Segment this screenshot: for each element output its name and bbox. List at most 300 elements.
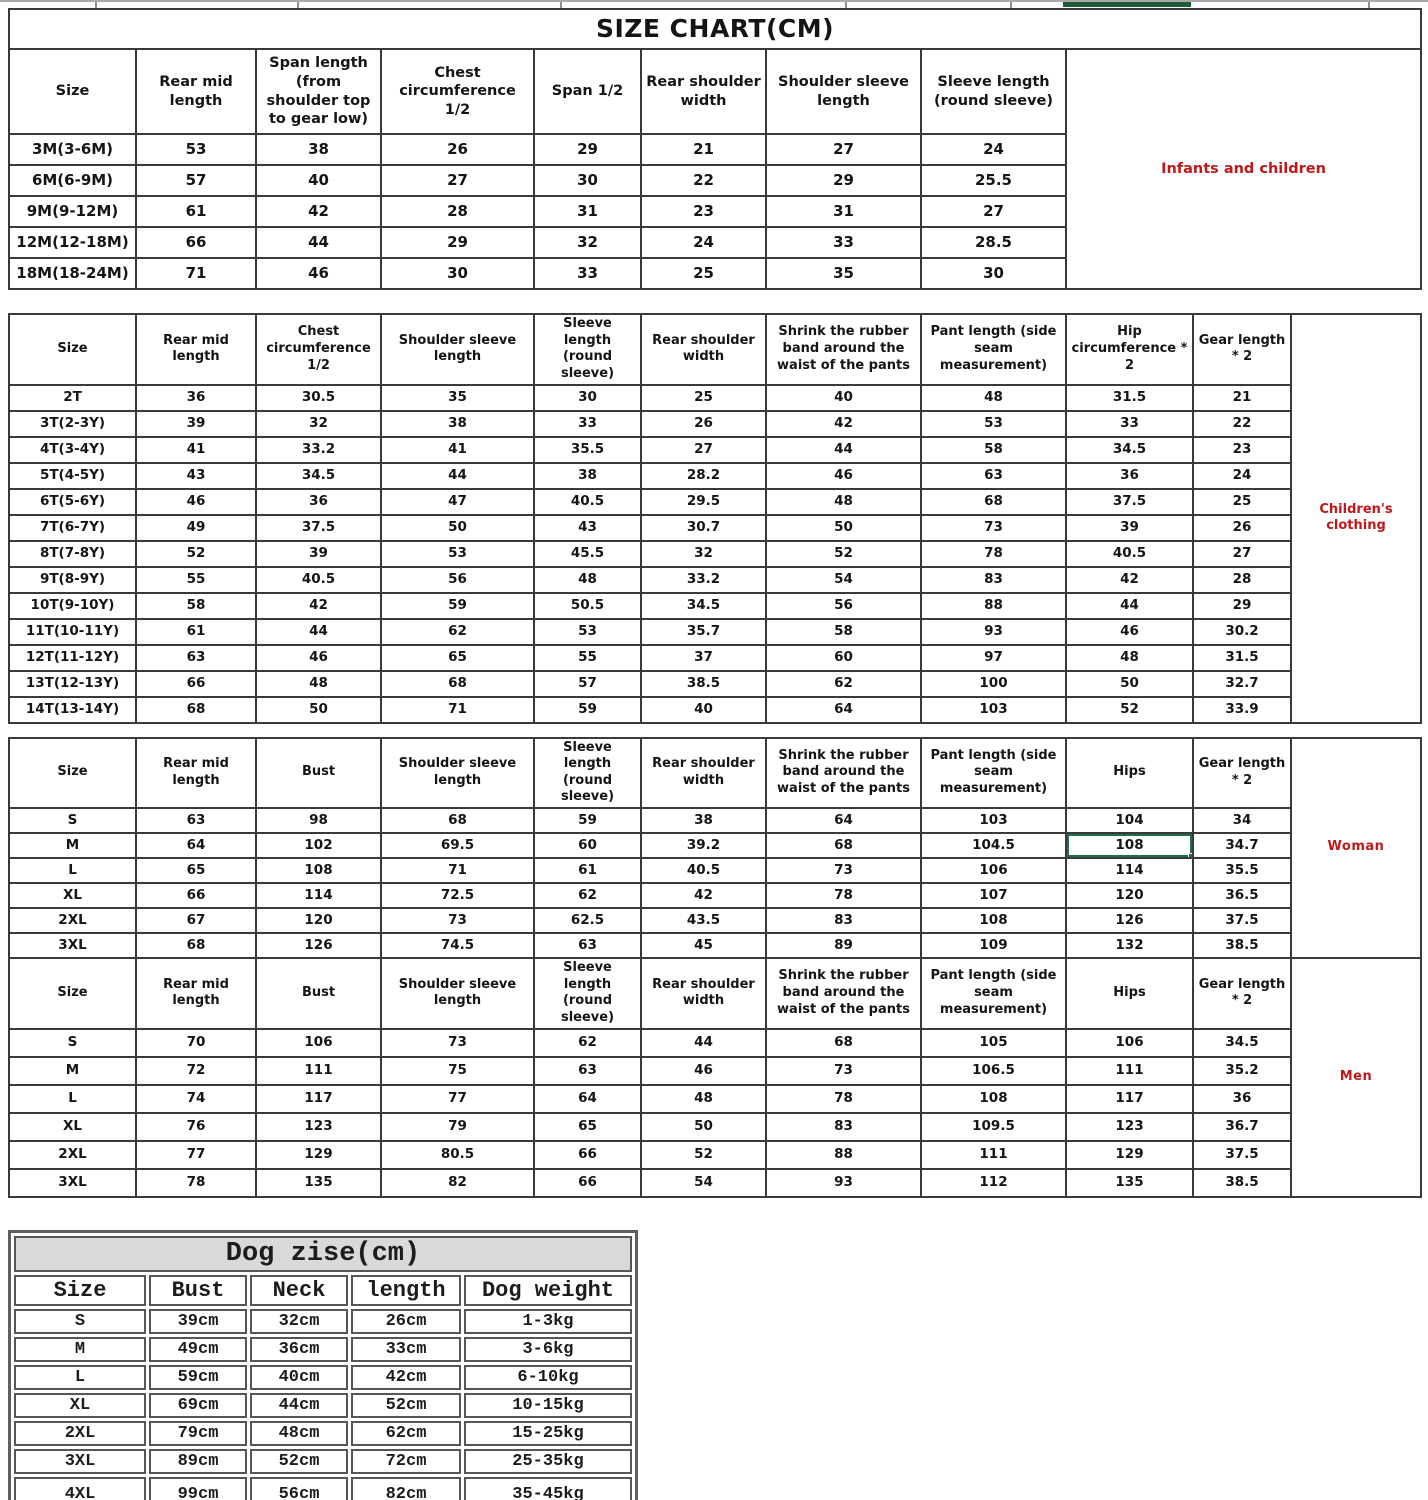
cell-value: 79 <box>381 1113 534 1141</box>
cell-value: 89cm <box>149 1449 247 1474</box>
cell-value: 60 <box>766 645 921 671</box>
cell-value: 117 <box>256 1085 381 1113</box>
column-header: Neck <box>250 1275 348 1306</box>
cell-value: 68 <box>766 1029 921 1057</box>
column-header: Bust <box>256 958 381 1029</box>
cell-value: 68 <box>921 489 1066 515</box>
cell-value: 42 <box>256 593 381 619</box>
cell-value: 73 <box>381 1029 534 1057</box>
cell-value: 62 <box>766 671 921 697</box>
cell-value: 26cm <box>351 1309 461 1334</box>
cell-value: 31 <box>766 196 921 227</box>
cell-value: 62.5 <box>534 908 641 933</box>
cell-value: 58 <box>921 437 1066 463</box>
cell-value: 27 <box>1193 541 1291 567</box>
cell-value: 53 <box>381 541 534 567</box>
cell-value: 120 <box>256 908 381 933</box>
cell-value: 62cm <box>351 1421 461 1446</box>
cell-value: 39 <box>136 411 256 437</box>
cell-value: 103 <box>921 697 1066 723</box>
cell-value: 66 <box>136 227 256 258</box>
cell-value: 43 <box>534 515 641 541</box>
cell-value: 27 <box>921 196 1066 227</box>
row-size: 2XL <box>14 1421 146 1446</box>
row-size: 10T(9-10Y) <box>9 593 136 619</box>
cell-value: 42 <box>1066 567 1193 593</box>
cell-value: 132 <box>1066 933 1193 958</box>
cell-value: 40cm <box>250 1365 348 1390</box>
cell-value: 106.5 <box>921 1057 1066 1085</box>
cell-value: 54 <box>766 567 921 593</box>
cell-value: 29 <box>381 227 534 258</box>
cell-value: 68 <box>381 808 534 833</box>
cell-value: 40.5 <box>641 858 766 883</box>
column-header: Hips <box>1066 958 1193 1029</box>
column-header: Pant length (side seam measurement) <box>921 314 1066 385</box>
column-header: Hip circumference * 2 <box>1066 314 1193 385</box>
cell-value: 26 <box>641 411 766 437</box>
cell-value: 59 <box>534 697 641 723</box>
cell-value: 72cm <box>351 1449 461 1474</box>
cell-value: 44 <box>381 463 534 489</box>
cell-value: 62 <box>534 883 641 908</box>
cell-value: 25 <box>641 385 766 411</box>
cell-value: 63 <box>921 463 1066 489</box>
column-header: Pant length (side seam measurement) <box>921 738 1066 809</box>
cell-value: 71 <box>381 697 534 723</box>
cell-value: 45 <box>641 933 766 958</box>
gridline-tick <box>297 2 299 8</box>
cell-value: 35.5 <box>534 437 641 463</box>
cell-value: 63 <box>534 933 641 958</box>
cell-value: 39.2 <box>641 833 766 858</box>
cell-value: 52cm <box>250 1449 348 1474</box>
cell-value: 64 <box>534 1085 641 1113</box>
cell-value: 33.9 <box>1193 697 1291 723</box>
cell-value: 26 <box>381 134 534 165</box>
cell-value: 97 <box>921 645 1066 671</box>
cell-value: 55 <box>534 645 641 671</box>
cell-value: 111 <box>921 1141 1066 1169</box>
cell-value: 135 <box>256 1169 381 1197</box>
cell-value: 25-35kg <box>464 1449 632 1474</box>
cell-value: 75 <box>381 1057 534 1085</box>
cell-value: 32 <box>641 541 766 567</box>
cell-value: 102 <box>256 833 381 858</box>
cell-value: 99cm <box>149 1477 247 1500</box>
cell-value: 64 <box>766 808 921 833</box>
cell-value: 32cm <box>250 1309 348 1334</box>
row-size: 2T <box>9 385 136 411</box>
cell-value: 106 <box>921 858 1066 883</box>
column-header: Sleeve length (round sleeve) <box>534 738 641 809</box>
cell-value: 28 <box>1193 567 1291 593</box>
column-header: Chest circumference 1/2 <box>256 314 381 385</box>
cell-value: 66 <box>534 1169 641 1197</box>
column-header: Sleeve length (round sleeve) <box>921 49 1066 134</box>
cell-value: 34.5 <box>256 463 381 489</box>
row-size: XL <box>9 883 136 908</box>
cell-value: 33.2 <box>641 567 766 593</box>
section-label-infants: Infants and children <box>1066 49 1421 289</box>
column-header: Bust <box>256 738 381 809</box>
column-header: Span length (from shoulder top to gear low) <box>256 49 381 134</box>
cell-value: 46 <box>256 258 381 289</box>
cell-value: 72 <box>136 1057 256 1085</box>
cell-value: 112 <box>921 1169 1066 1197</box>
column-header: Shoulder sleeve length <box>381 958 534 1029</box>
cell-value: 78 <box>766 883 921 908</box>
row-size: 6T(5-6Y) <box>9 489 136 515</box>
cell-value: 126 <box>256 933 381 958</box>
cell-value: 43 <box>136 463 256 489</box>
column-header: Chest circumference 1/2 <box>381 49 534 134</box>
cell-value: 62 <box>534 1029 641 1057</box>
cell-value: 70 <box>136 1029 256 1057</box>
cell-value: 48 <box>641 1085 766 1113</box>
cell-value: 40 <box>766 385 921 411</box>
cell-value: 77 <box>136 1141 256 1169</box>
cell-value: 47 <box>381 489 534 515</box>
cell-value: 29.5 <box>641 489 766 515</box>
row-size: XL <box>14 1393 146 1418</box>
column-header: Shrink the rubber band around the waist of the pants <box>766 958 921 1029</box>
cell-value: 46 <box>641 1057 766 1085</box>
cell-value: 71 <box>381 858 534 883</box>
cell-value: 83 <box>766 1113 921 1141</box>
column-header: Rear mid length <box>136 958 256 1029</box>
cell-value: 45.5 <box>534 541 641 567</box>
cell-value: 56 <box>766 593 921 619</box>
row-size: 2XL <box>9 908 136 933</box>
column-header: Sleeve length (round sleeve) <box>534 314 641 385</box>
cell-value: 49 <box>136 515 256 541</box>
cell-value: 77 <box>381 1085 534 1113</box>
column-header: Size <box>9 314 136 385</box>
cell-value: 79cm <box>149 1421 247 1446</box>
column-header: Hips <box>1066 738 1193 809</box>
row-size: 9M(9-12M) <box>9 196 136 227</box>
cell-value: 38.5 <box>1193 933 1291 958</box>
column-header: Rear shoulder width <box>641 738 766 809</box>
cell-value: 61 <box>136 619 256 645</box>
cell-value: 35.7 <box>641 619 766 645</box>
cell-value: 69cm <box>149 1393 247 1418</box>
dog-size-table <box>8 1230 638 1500</box>
cell-value: 33.2 <box>256 437 381 463</box>
cell-value: 50.5 <box>534 593 641 619</box>
cell-value: 64 <box>136 833 256 858</box>
cell-value: 37 <box>641 645 766 671</box>
cell-value: 34.5 <box>1066 437 1193 463</box>
gridline-tick <box>845 2 847 8</box>
row-size: M <box>9 833 136 858</box>
cell-value: 103 <box>921 808 1066 833</box>
row-size: 4XL <box>14 1477 146 1500</box>
row-size: 2XL <box>9 1141 136 1169</box>
cell-value: 109.5 <box>921 1113 1066 1141</box>
cell-value: 24 <box>641 227 766 258</box>
column-header: Rear shoulder width <box>641 49 766 134</box>
cell-value: 35-45kg <box>464 1477 632 1500</box>
row-size: 3XL <box>9 1169 136 1197</box>
cell-value: 25 <box>1193 489 1291 515</box>
cell-value: 66 <box>136 671 256 697</box>
cell-value: 38 <box>256 134 381 165</box>
sheet-title: SIZE CHART(CM) <box>9 9 1421 49</box>
cell-value: 67 <box>136 908 256 933</box>
cell-value: 63 <box>534 1057 641 1085</box>
cell-value: 36.7 <box>1193 1113 1291 1141</box>
cell-value: 50 <box>256 697 381 723</box>
cell-value: 27 <box>641 437 766 463</box>
cell-value: 59cm <box>149 1365 247 1390</box>
cell-value: 37.5 <box>1193 908 1291 933</box>
row-size: 12T(11-12Y) <box>9 645 136 671</box>
cell-value: 48 <box>1066 645 1193 671</box>
cell-value: 30 <box>921 258 1066 289</box>
cell-value: 26 <box>1193 515 1291 541</box>
cell-value: 34 <box>1193 808 1291 833</box>
column-header: Gear length * 2 <box>1193 738 1291 809</box>
column-header: Size <box>9 958 136 1029</box>
section-label-men: Men <box>1291 958 1421 1197</box>
cell-value: 40 <box>256 165 381 196</box>
row-size: M <box>14 1337 146 1362</box>
cell-value: 36.5 <box>1193 883 1291 908</box>
cell-value: 106 <box>1066 1029 1193 1057</box>
cell-value: 50 <box>641 1113 766 1141</box>
cell-value: 93 <box>921 619 1066 645</box>
column-header: Shoulder sleeve length <box>381 738 534 809</box>
column-header: Rear mid length <box>136 49 256 134</box>
cell-value: 59 <box>534 808 641 833</box>
cell-value: 89 <box>766 933 921 958</box>
cell-value: 44 <box>1066 593 1193 619</box>
cell-value: 42 <box>256 196 381 227</box>
column-header: Span 1/2 <box>534 49 641 134</box>
cell-value: 82cm <box>351 1477 461 1500</box>
cell-value: 39 <box>1066 515 1193 541</box>
cell-value: 22 <box>1193 411 1291 437</box>
cell-value: 50 <box>766 515 921 541</box>
cell-value: 83 <box>766 908 921 933</box>
cell-value: 48cm <box>250 1421 348 1446</box>
column-header: Bust <box>149 1275 247 1306</box>
cell-value: 64 <box>766 697 921 723</box>
cell-value: 80.5 <box>381 1141 534 1169</box>
row-size: 9T(8-9Y) <box>9 567 136 593</box>
cell-value: 33 <box>1066 411 1193 437</box>
cell-value: 35 <box>381 385 534 411</box>
cell-value: 111 <box>1066 1057 1193 1085</box>
row-size: 3XL <box>9 933 136 958</box>
gridline-tick <box>95 2 97 8</box>
cell-value: 35.2 <box>1193 1057 1291 1085</box>
cell-value: 15-25kg <box>464 1421 632 1446</box>
cell-value: 23 <box>641 196 766 227</box>
cell-value: 40.5 <box>534 489 641 515</box>
cell-value: 36 <box>136 385 256 411</box>
column-header: Shoulder sleeve length <box>381 314 534 385</box>
cell-value: 129 <box>1066 1141 1193 1169</box>
cell-value: 50 <box>1066 671 1193 697</box>
cell-value: 24 <box>1193 463 1291 489</box>
row-size: 11T(10-11Y) <box>9 619 136 645</box>
column-header: length <box>351 1275 461 1306</box>
cell-value: 35 <box>766 258 921 289</box>
cell-value: 56 <box>381 567 534 593</box>
cell-value: 53 <box>534 619 641 645</box>
cell-value: 25.5 <box>921 165 1066 196</box>
cell-value: 34.7 <box>1193 833 1291 858</box>
cell-value: 106 <box>256 1029 381 1057</box>
cell-value: 123 <box>1066 1113 1193 1141</box>
cell-value: 39cm <box>149 1309 247 1334</box>
cell-value: 48 <box>766 489 921 515</box>
children-size-table <box>8 313 1422 724</box>
cell-value: 100 <box>921 671 1066 697</box>
cell-value: 74 <box>136 1085 256 1113</box>
gridline-tick <box>560 2 562 8</box>
cell-value: 73 <box>381 908 534 933</box>
cell-value: 33 <box>534 258 641 289</box>
cell-value: 63 <box>136 808 256 833</box>
cell-value: 123 <box>256 1113 381 1141</box>
cell-value: 44 <box>256 227 381 258</box>
cell-value: 54 <box>641 1169 766 1197</box>
cell-value: 28.5 <box>921 227 1066 258</box>
cell-value: 43.5 <box>641 908 766 933</box>
cell-value: 46 <box>256 645 381 671</box>
row-size: S <box>9 808 136 833</box>
cell-value: 29 <box>534 134 641 165</box>
cell-value: 38 <box>641 808 766 833</box>
cell-value: 71 <box>136 258 256 289</box>
column-header: Size <box>9 738 136 809</box>
cell-value: 78 <box>766 1085 921 1113</box>
cell-value: 65 <box>136 858 256 883</box>
cell-value: 3-6kg <box>464 1337 632 1362</box>
cell-value: 46 <box>1066 619 1193 645</box>
cell-value: 41 <box>381 437 534 463</box>
row-size: 14T(13-14Y) <box>9 697 136 723</box>
cell-value: 61 <box>534 858 641 883</box>
cell-value: 33cm <box>351 1337 461 1362</box>
cell-value: 34.5 <box>641 593 766 619</box>
cell-value: 68 <box>136 933 256 958</box>
cell-value: 25 <box>641 258 766 289</box>
cell-value: 52 <box>641 1141 766 1169</box>
cell-value: 108 <box>921 908 1066 933</box>
row-size: S <box>14 1309 146 1334</box>
cell-value: 88 <box>921 593 1066 619</box>
cell-value: 108 <box>921 1085 1066 1113</box>
cell-value: 66 <box>136 883 256 908</box>
cell-value: 42 <box>766 411 921 437</box>
infants-size-table <box>8 8 1422 290</box>
cell-value: 40.5 <box>1066 541 1193 567</box>
column-header: Gear length * 2 <box>1193 314 1291 385</box>
cell-value: 41 <box>136 437 256 463</box>
cell-value: 68 <box>136 697 256 723</box>
gridline-tick <box>1010 2 1012 8</box>
column-header: Shoulder sleeve length <box>766 49 921 134</box>
cell-value: 83 <box>921 567 1066 593</box>
cell-value: 36 <box>1193 1085 1291 1113</box>
cell-value: 61 <box>136 196 256 227</box>
column-header: Dog weight <box>464 1275 632 1306</box>
cell-value: 30 <box>534 165 641 196</box>
cell-value: 38.5 <box>641 671 766 697</box>
cell-value: 44 <box>641 1029 766 1057</box>
cell-value: 23 <box>1193 437 1291 463</box>
cell-value: 69.5 <box>381 833 534 858</box>
cell-value: 63 <box>136 645 256 671</box>
dog-table-title: Dog zise(cm) <box>14 1236 632 1272</box>
cell-value: 66 <box>534 1141 641 1169</box>
cell-value: 40 <box>641 697 766 723</box>
cell-value: 48 <box>256 671 381 697</box>
men-size-table <box>8 957 1422 1198</box>
cell-value: 30.5 <box>256 385 381 411</box>
cell-value: 73 <box>921 515 1066 541</box>
cell-value: 28.2 <box>641 463 766 489</box>
cell-value: 52cm <box>351 1393 461 1418</box>
cell-value: 48 <box>921 385 1066 411</box>
woman-size-table <box>8 737 1422 960</box>
cell-value: 104.5 <box>921 833 1066 858</box>
cell-value: 34.5 <box>1193 1029 1291 1057</box>
top-gridline <box>0 0 1428 10</box>
cell-value: 31.5 <box>1066 385 1193 411</box>
cell-value: 82 <box>381 1169 534 1197</box>
cell-value: 135 <box>1066 1169 1193 1197</box>
cell-value: 32 <box>256 411 381 437</box>
cell-value: 114 <box>256 883 381 908</box>
cell-value: 40.5 <box>256 567 381 593</box>
column-header: Sleeve length (round sleeve) <box>534 958 641 1029</box>
cell-value: 48 <box>534 567 641 593</box>
cell-value: 56cm <box>250 1477 348 1500</box>
cell-value: 111 <box>256 1057 381 1085</box>
cell-value: 44cm <box>250 1393 348 1418</box>
row-size: S <box>9 1029 136 1057</box>
cell-value: 58 <box>136 593 256 619</box>
cell-value: 37.5 <box>256 515 381 541</box>
cell-value: 52 <box>1066 697 1193 723</box>
cell-value: 68 <box>381 671 534 697</box>
cell-value: 36 <box>1066 463 1193 489</box>
cell-value: 38.5 <box>1193 1169 1291 1197</box>
cell-value: 22 <box>641 165 766 196</box>
cell-value: 117 <box>1066 1085 1193 1113</box>
row-size: 6M(6-9M) <box>9 165 136 196</box>
cell-value: 88 <box>766 1141 921 1169</box>
cell-value: 37.5 <box>1193 1141 1291 1169</box>
cell-value: 105 <box>921 1029 1066 1057</box>
cell-value: 33 <box>534 411 641 437</box>
cell-value: 57 <box>136 165 256 196</box>
cell-value: 53 <box>921 411 1066 437</box>
row-size: 3M(3-6M) <box>9 134 136 165</box>
cell-value: 31.5 <box>1193 645 1291 671</box>
cell-value: 49cm <box>149 1337 247 1362</box>
cell-value: 27 <box>766 134 921 165</box>
cell-value: 126 <box>1066 908 1193 933</box>
cell-value: 36cm <box>250 1337 348 1362</box>
cell-value: 104 <box>1066 808 1193 833</box>
